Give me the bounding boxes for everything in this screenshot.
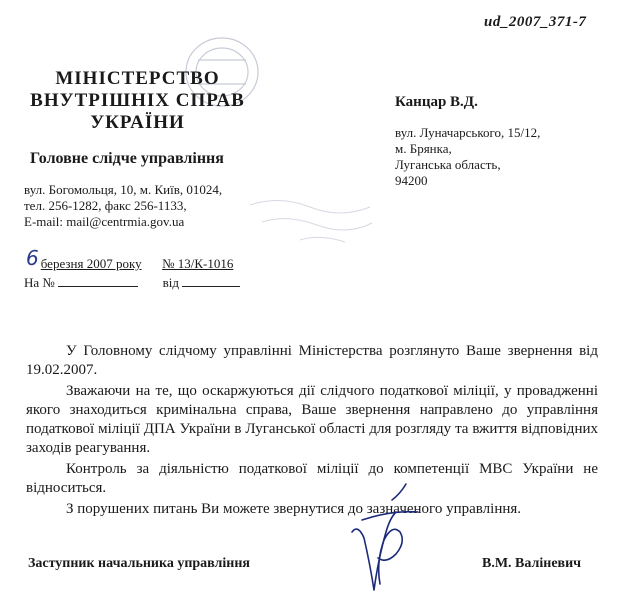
recipient-address-line: Луганська область,	[395, 157, 501, 172]
outgoing-number: № 13/К-1016	[162, 256, 234, 271]
ref-number-label: На №	[24, 275, 55, 290]
body-paragraph: Контроль за діяльністю податкової міліції до компетенції МВС України не відноситься.	[26, 461, 598, 496]
ref-date-label: від	[162, 275, 179, 290]
body-paragraph: Зважаючи на те, що оскаржуються дії слідчого податкової міліції, у провадженні якого знаходиться кримінальна справа, Ваше звернення направлено до управління податкової міліції ДПА України в Луганської області для розгляду та вжиття відповідних заходів реагування.	[26, 383, 598, 456]
ministry-title-line: МІНІСТЕРСТВО	[55, 68, 220, 89]
recipient-name: Канцар В.Д.	[395, 94, 478, 110]
recipient-address-line: м. Брянка,	[395, 141, 452, 156]
body-paragraph: З порушених питань Ви можете звернутися до зазначеного управління.	[66, 501, 522, 517]
recipient-address-line: 94200	[395, 173, 428, 188]
sender-address-line: E-mail: mail@centrmia.gov.ua	[24, 214, 185, 229]
signatory-name: В.М. Валіневич	[482, 556, 582, 571]
recipient-address-line: вул. Луначарського, 15/12,	[395, 125, 541, 140]
sender-address-line: тел. 256-1282, факс 256-1133,	[24, 198, 187, 213]
ministry-title-line: УКРАЇНИ	[90, 112, 185, 133]
ministry-title-line: ВНУТРІШНІХ СПРАВ	[30, 90, 245, 111]
signatory-title: Заступник начальника управління	[28, 556, 251, 571]
handwritten-signature-icon	[352, 484, 418, 590]
date-printed: березня 2007 року	[40, 256, 142, 271]
document-id: ud_2007_371-7	[484, 14, 587, 30]
body-paragraph: У Головному слідчому управлінні Міністерства розглянуто Ваше звернення від 19.02.2007.	[26, 343, 598, 378]
sender-address-line: вул. Богомольця, 10, м. Київ, 01024,	[24, 182, 223, 197]
handwritten-day: 6	[26, 246, 39, 270]
department-name: Головне слідче управління	[30, 150, 224, 167]
